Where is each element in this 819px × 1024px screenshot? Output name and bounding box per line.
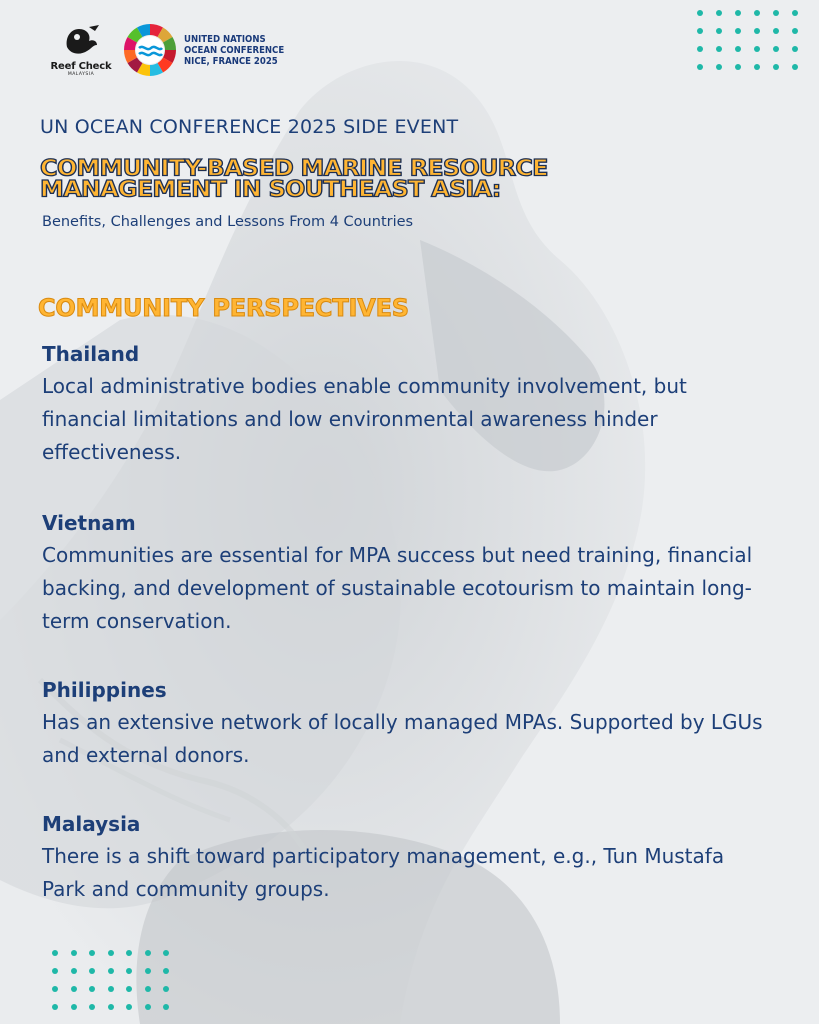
- dots-top-right: [697, 10, 811, 82]
- country-text: Communities are essential for MPA success but need training, financial backing, and development of sustainable ecotourism to maintain long-term conservation.: [42, 543, 753, 633]
- country-name: Malaysia: [42, 812, 141, 836]
- country-list: [42, 338, 772, 906]
- dots-bottom-left: [52, 950, 182, 1022]
- country-text: Local administrative bodies enable community involvement, but financial limitations and low environmental awareness hinder effectiveness.: [42, 374, 687, 464]
- country-name: Thailand: [42, 342, 140, 366]
- country-text: There is a shift toward participatory management, e.g., Tun Mustafa Park and community groups.: [42, 844, 725, 901]
- title-line2: MANAGEMENT IN SOUTHEAST ASIA:: [40, 176, 501, 203]
- event-eyebrow: UN OCEAN CONFERENCE 2025 SIDE EVENT: [40, 116, 459, 138]
- reef-check-logo-icon: [59, 23, 103, 59]
- un-ocean-conference-text: [184, 34, 284, 67]
- un-line3: NICE, FRANCE 2025: [184, 55, 278, 67]
- country-item: [42, 674, 772, 772]
- reef-check-sub: MALAYSIA: [67, 72, 95, 77]
- country-name: Vietnam: [42, 511, 136, 535]
- un-line1: UNITED NATIONS: [184, 33, 266, 45]
- country-name: Philippines: [42, 678, 167, 702]
- un-line2: OCEAN CONFERENCE: [184, 44, 285, 56]
- title-line1: COMMUNITY-BASED MARINE RESOURCE: [40, 155, 548, 181]
- country-item: [42, 507, 772, 638]
- logos: [50, 22, 284, 78]
- country-item: [42, 338, 772, 469]
- country-text: Has an extensive network of locally managed MPAs. Supported by LGUs and external donors.: [42, 710, 763, 767]
- page-subtitle: Benefits, Challenges and Lessons From 4 Countries: [42, 214, 414, 230]
- reef-check-logo: [50, 23, 112, 77]
- reef-check-name: Reef Check: [50, 61, 112, 72]
- un-ocean-conference-logo: [122, 22, 284, 78]
- section-heading: COMMUNITY PERSPECTIVES: [38, 294, 409, 322]
- page-title: [40, 155, 680, 203]
- un-ocean-conference-logo-icon: [122, 22, 178, 78]
- country-item: [42, 808, 772, 906]
